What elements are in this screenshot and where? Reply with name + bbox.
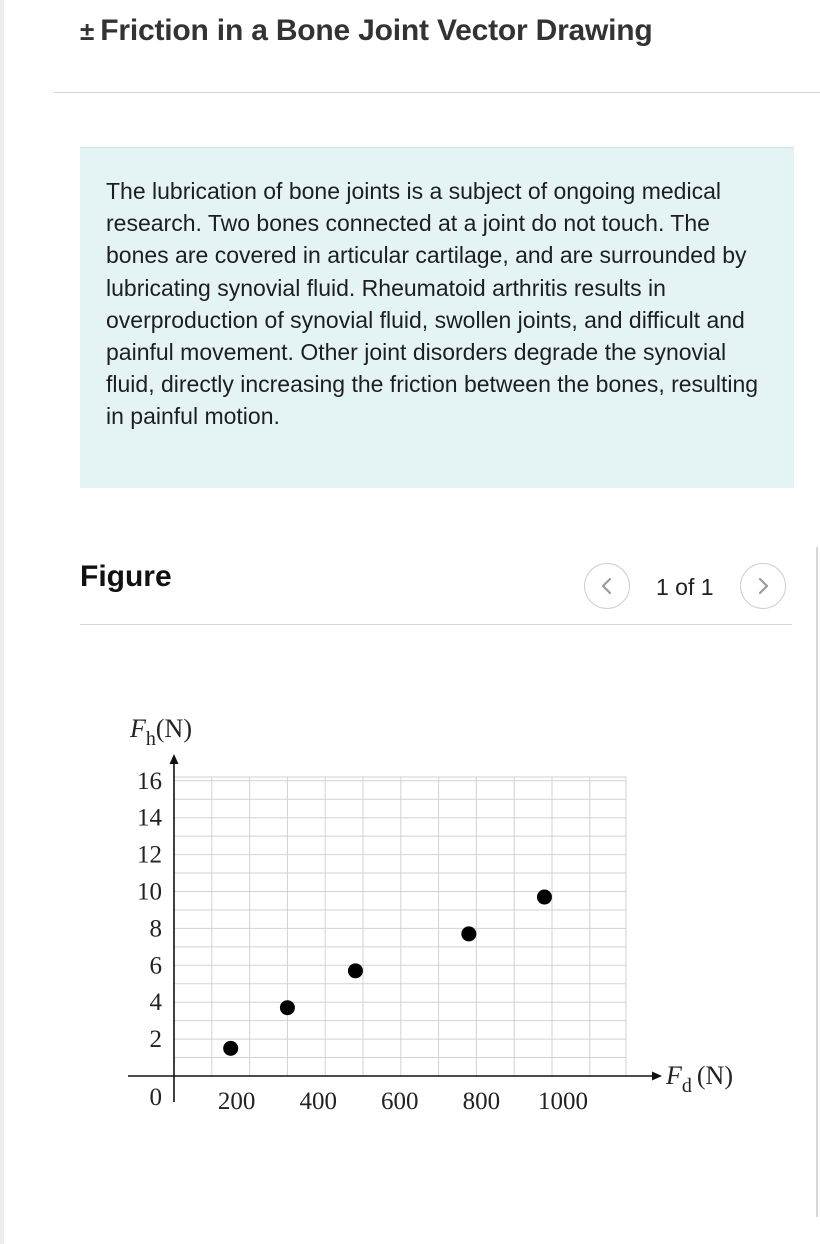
chevron-right-icon [756, 576, 770, 596]
pager-label: 1 of 1 [656, 574, 714, 600]
data-point [348, 963, 363, 978]
header-divider [54, 92, 820, 93]
scatter-chart [100, 690, 780, 1140]
y-tick-label: 6 [149, 952, 162, 980]
x-tick-label: 600 [381, 1088, 419, 1115]
intro-panel [80, 147, 794, 488]
y-tick-label: 16 [137, 767, 162, 795]
y-axis-arrow-icon [170, 754, 179, 764]
figure-pager [584, 563, 792, 609]
y-tick-label: 12 [137, 841, 162, 869]
origin-label: 0 [149, 1084, 162, 1111]
x-tick-label: 800 [462, 1088, 501, 1115]
x-axis-label: $F_d$ (N) [666, 1061, 733, 1097]
x-tick-label: 1000 [538, 1088, 588, 1115]
data-point [461, 926, 476, 941]
y-tick-label: 4 [149, 989, 162, 1017]
figure-divider [80, 624, 792, 625]
x-tick-label: 200 [217, 1088, 256, 1115]
y-axis-label: $F_h(N)$ [130, 714, 192, 750]
x-axis-arrow-icon [652, 1072, 662, 1081]
y-tick-label: 8 [149, 915, 162, 943]
data-point [223, 1041, 238, 1056]
y-tick-label: 2 [149, 1026, 162, 1054]
y-tick-label: 14 [137, 804, 162, 832]
section-title: Friction in a Bone Joint Vector Drawing [100, 14, 653, 47]
chevron-left-icon [600, 576, 614, 596]
right-panel-divider [816, 547, 818, 1217]
next-figure-button[interactable] [740, 563, 786, 609]
data-point [537, 890, 552, 905]
y-tick-label: 10 [137, 878, 162, 906]
section-header[interactable] [80, 14, 653, 48]
data-point [280, 1000, 295, 1015]
previous-figure-button[interactable] [584, 563, 630, 609]
figure-heading: Figure [80, 560, 172, 593]
x-tick-label: 400 [299, 1088, 337, 1115]
left-scroll-edge [0, 0, 4, 1244]
expand-toggle-icon[interactable]: ± [80, 15, 95, 46]
intro-text: The lubrication of bone joints is a subject of ongoing medical research. Two bones connected at a joint do not touch. The bones are covered in articular cartilage, and are surrounded by lubricating synovial fluid. Rheumatoid arthritis results in overproduction of synovial fluid, swollen joints, and difficult and painful movement. Other joint disorders degrade the synovial fluid, directly increasing the friction between the bones, resulting in painful motion. [106, 178, 759, 430]
